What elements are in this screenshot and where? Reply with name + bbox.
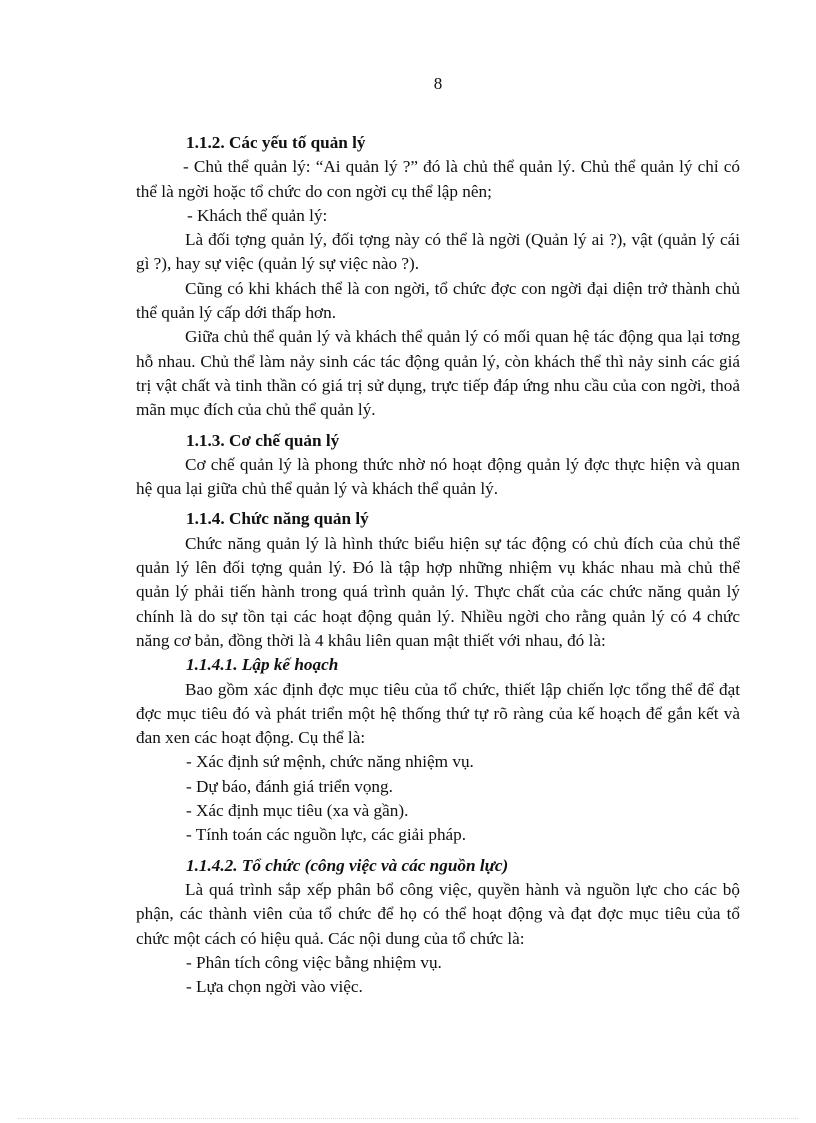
- paragraph: Bao gồm xác định đợc mục tiêu của tổ chức, thiết lập chiến lợc tổng thể để đạt đợc mục tiêu đó và phát triển một hệ thống thứ tự rõ ràng của kế hoạch để gắn kết và đan xen các hoạt động. Cụ thể là:: [136, 679, 740, 748]
- paragraph: Cũng có khi khách thể là con ngời, tổ chức đợc con ngời đại diện trở thành chủ thể quản lý cấp dới thấp hơn.: [136, 278, 740, 323]
- section-heading-1-1-4-2: 1.1.4.2. Tổ chức (công việc và các nguồn lực): [186, 855, 509, 875]
- section-heading-1-1-4: 1.1.4. Chức năng quản lý: [186, 509, 369, 529]
- section-heading-1-1-2: 1.1.2. Các yếu tố quản lý: [186, 133, 366, 152]
- list-item: - Xác định sứ mệnh, chức năng nhiệm vụ.: [186, 752, 474, 772]
- paragraph: - Khách thể quản lý:: [187, 205, 328, 225]
- list-item: - Tính toán các nguồn lực, các giải pháp.: [186, 825, 467, 845]
- paragraph: Cơ chế quản lý là phong thức nhờ nó hoạt động quản lý đợc thực hiện và quan hệ qua lại giữa chủ thể quản lý và khách thể quản lý.: [136, 454, 740, 499]
- section-heading-1-1-3: 1.1.3. Cơ chế quản lý: [186, 430, 340, 450]
- list-item: - Dự báo, đánh giá triển vọng.: [186, 776, 393, 796]
- paragraph: Là đối tợng quản lý, đối tợng này có thể là ngời (Quản lý ai ?), vật (quản lý cái gì ?), hay sự việc (quản lý sự việc nào ?).: [136, 230, 740, 274]
- paragraph: - Chủ thể quản lý: “Ai quản lý ?” đó là chủ thể quản lý. Chủ thể quản lý chỉ có thể là ngời hoặc tổ chức do con ngời cụ thể lập nên;: [136, 157, 740, 201]
- paragraph: Chức năng quản lý là hình thức biểu hiện sự tác động có chủ đích của chủ thể quản lý lên đối tợng quản lý. Đó là tập hợp những nhiệm vụ khác nhau mà chủ thể quản lý phải tiến hành trong quá trình quản lý. Thực chất của các chức năng quản lý chính là do sự tồn tại các hoạt động quản lý. Nhiều ngời cho rằng quản lý có 4 chức năng cơ bản, đồng thời là 4 khâu liên quan mật thiết với nhau, đó là:: [136, 533, 740, 650]
- paragraph: Giữa chủ thể quản lý và khách thể quản lý có mối quan hệ tác động qua lại tơng hỗ nhau. Chủ thể làm nảy sinh các tác động quản lý, còn khách thể thì nảy sinh các giá trị vật chất và tinh thần có giá trị sử dụng, trực tiếp đáp ứng nhu cầu của con ngời, thoả mãn mục đích của chủ thể quản lý.: [136, 327, 740, 420]
- paragraph: Là quá trình sắp xếp phân bổ công việc, quyền hành và nguồn lực cho các bộ phận, các thành viên của tổ chức để họ có thể hoạt động và đạt đợc mục tiêu của tổ chức một cách có hiệu quả. Các nội dung của tổ chức là:: [136, 879, 740, 948]
- document-body: [136, 131, 740, 999]
- page-bottom-divider: [18, 1118, 798, 1119]
- list-item: - Lựa chọn ngời vào việc.: [186, 977, 363, 997]
- section-heading-1-1-4-1: 1.1.4.1. Lập kế hoạch: [186, 655, 339, 675]
- list-item: - Phân tích công việc bằng nhiệm vụ.: [186, 952, 442, 972]
- list-item: - Xác định mục tiêu (xa và gần).: [186, 801, 409, 821]
- page-number: 8: [433, 74, 443, 93]
